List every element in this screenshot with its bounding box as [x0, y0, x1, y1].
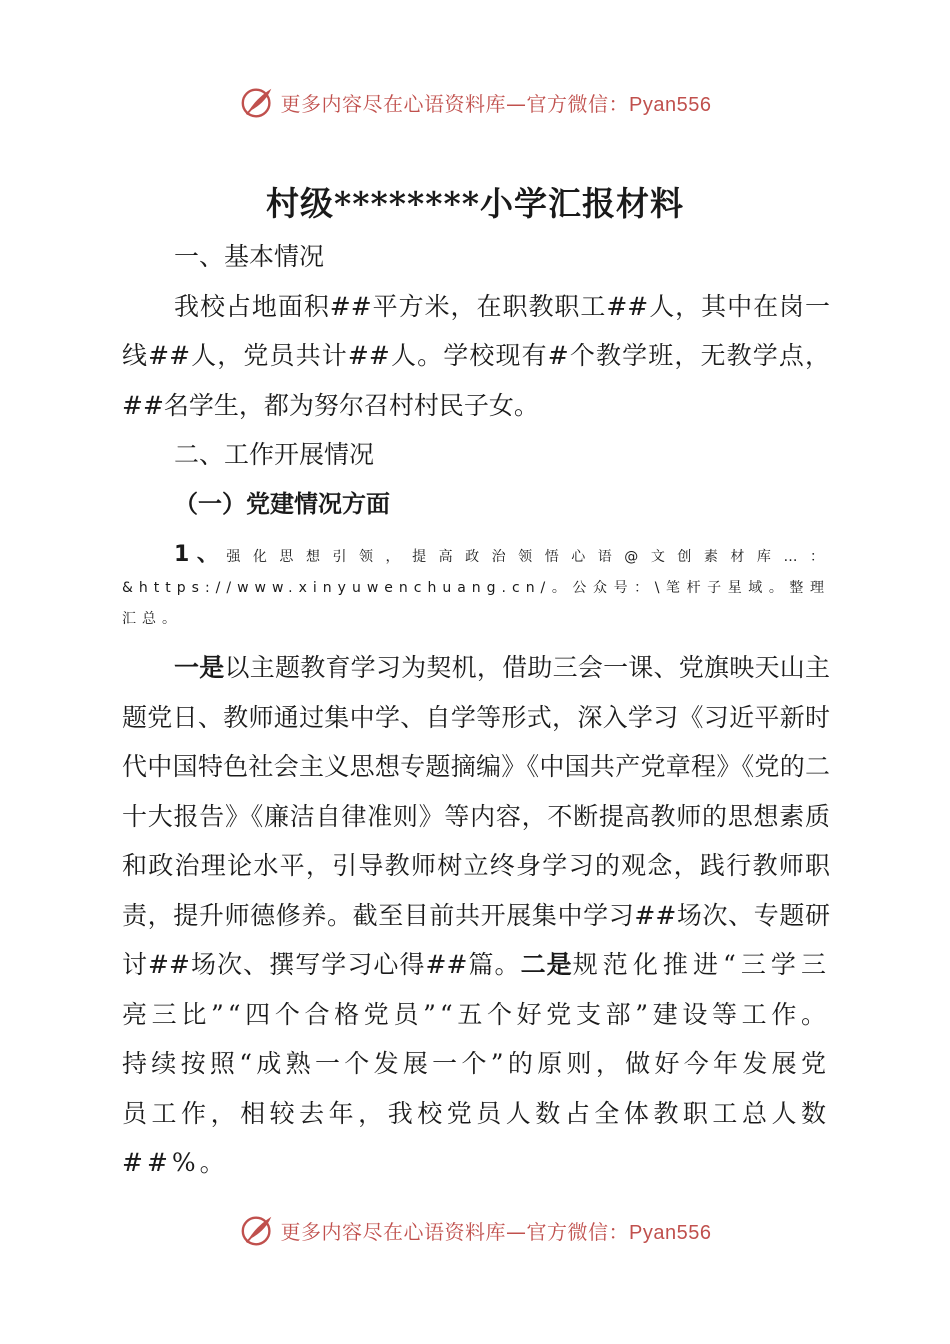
paragraph-basic-info: 我校占地面积##平方米，在职教职工##人，其中在岗一线##人，党员共计##人。学校现有#个教学班，无教学点，##名学生，都为努尔召村村民子女。: [122, 291, 830, 420]
paragraph-part-a: 以主题教育学习为契机，借助三会一课、党旗映天山主题党日、教师通过集中学、自学等形式，深入学习《习近平新时代中国特色社会主义思想专题摘编》《中国共产党章程》《党的二十大报告》《廉洁自律准则》等内容，不断提高教师的思想素质和政治理论水平，引导教师树立终身学习的观念，践行教师职责，提升师德修养。截至目前共开展集中学习##场次、专题研讨##场次、撰写学习心得##篇。: [122, 653, 830, 979]
quill-logo-icon: [239, 83, 277, 121]
paragraph-part-b: 规范化推进“三学三亮三比”“四个合格党员”“五个好党支部”建设等工作。持续按照“成熟一个发展一个”的原则，做好今年发展党员工作，相较去年，我校党员人数占全体教职工总人数##%。: [122, 950, 830, 1177]
subsection-heading: （一）党建情况方面: [174, 489, 390, 518]
lead-first: 一是: [174, 653, 225, 682]
note-paragraph: [122, 539, 830, 635]
quill-logo-icon: [239, 1211, 277, 1249]
watermark-text: 更多内容尽在心语资料库—官方微信：Pyan556: [280, 1219, 712, 1244]
note-number: 1: [174, 542, 191, 567]
document-title: 村级********小学汇报材料: [265, 184, 685, 223]
note-separator: 、: [190, 542, 227, 567]
wechat-id: Pyan556: [629, 93, 712, 116]
watermark-text: 更多内容尽在心语资料库—官方微信：Pyan556: [280, 91, 712, 116]
lead-second: 二是: [520, 950, 573, 979]
header-watermark-banner: [0, 80, 950, 124]
section-heading-1: 一、基本情况: [174, 242, 325, 271]
footer-watermark-banner: [0, 1208, 950, 1252]
note-text: 强化思想引领，提高政治领悟心语@文创素材库…：&https://www.xinyuwenchuang.cn/。公众号：\笔杆子星域。整理汇总。: [122, 549, 830, 627]
paragraph-party-building: [122, 643, 830, 1188]
document-body: [122, 232, 830, 1188]
wechat-id: Pyan556: [629, 1221, 712, 1244]
section-heading-2: 二、工作开展情况: [174, 440, 375, 469]
